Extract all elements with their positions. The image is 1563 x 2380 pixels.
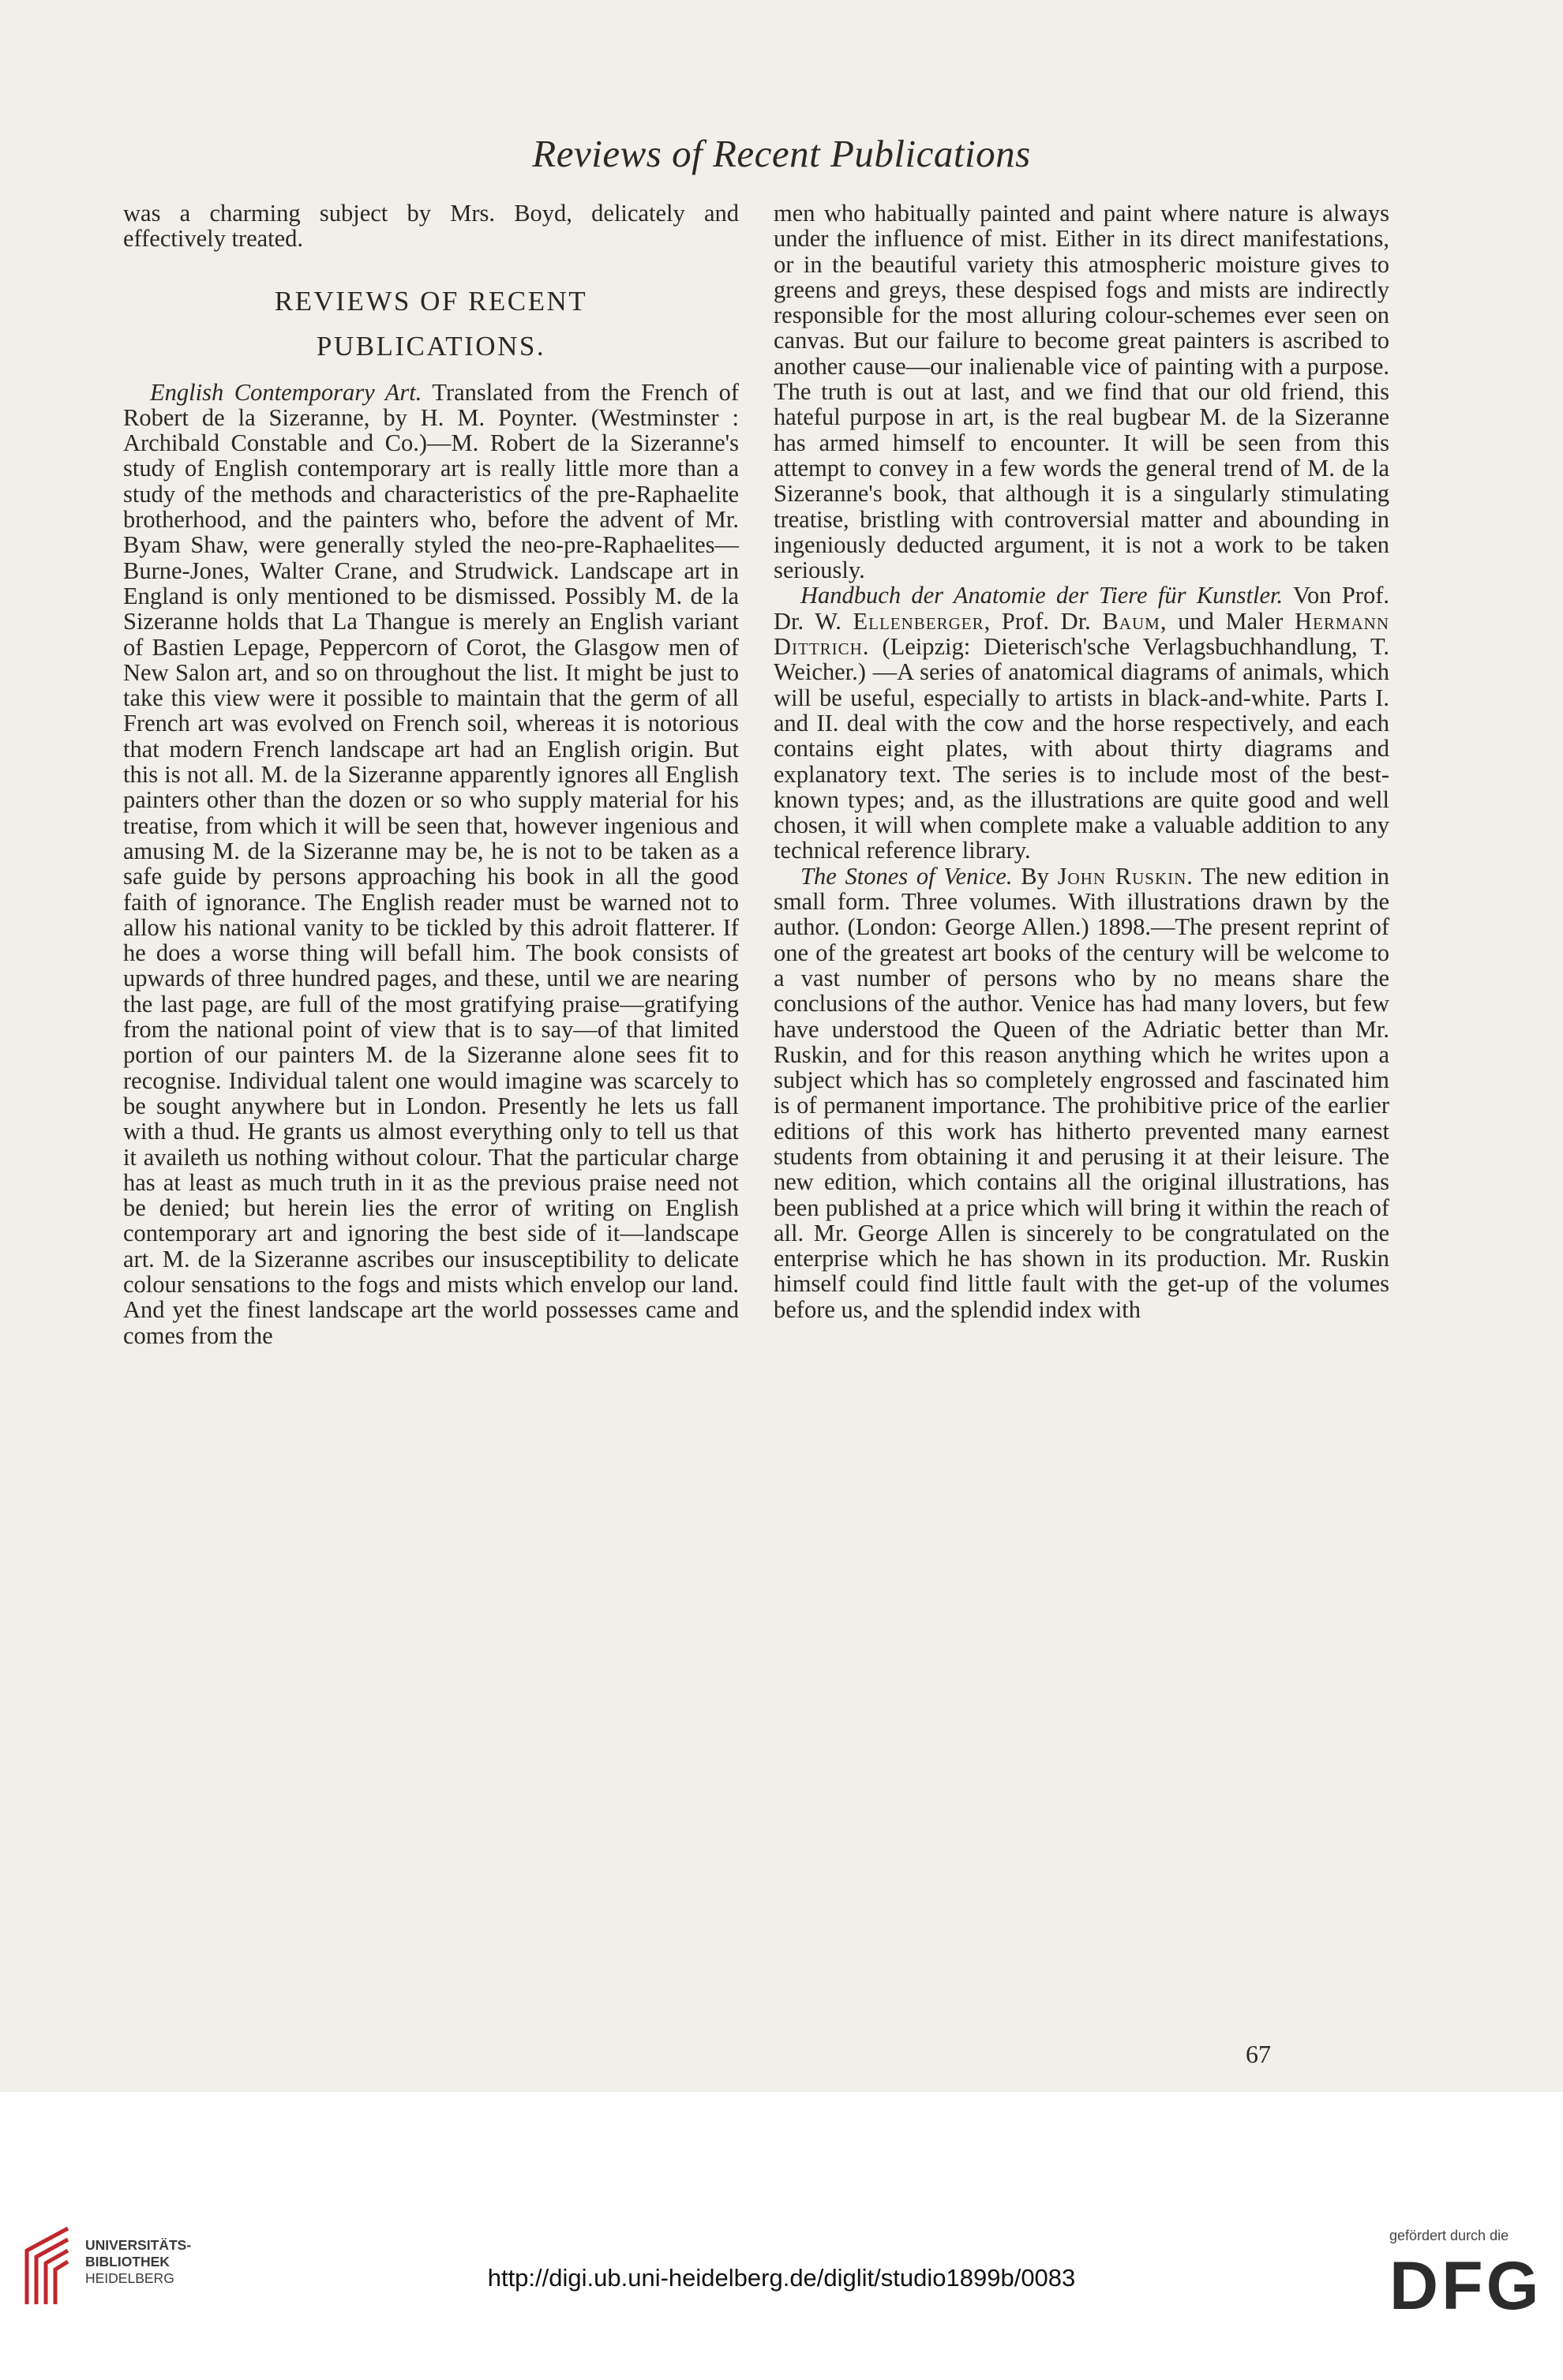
left-column bbox=[123, 201, 739, 1348]
author-name: Baum bbox=[1102, 607, 1160, 635]
review-body: Translated from the French of Robert de la Sizeranne, by H. M. Poynter. (Westminster : Archibald Constable and Co.)—M. Robert de la Sizeranne's study of English contemporary art is really little more than a study of the methods and characteristics of the pre-Raphaelite brotherhood, and the painters who, before the advent of Mr. Byam Shaw, were generally styled the neo-pre-Raphaelites—Burne-Jones, Walter Crane, and Strudwick. Landscape art in England is only mentioned to be dismissed. Possibly M. de la Sizeranne holds that La Thangue is merely an English variant of Bastien Lepage, Peppercorn of Corot, the Glasgow men of New Salon art, and so on throughout the list. It might be just to take this view were it possible to maintain that the germ of all French art was evolved on French soil, whereas it is notorious that modern French landscape art had an English origin. But this is not all. M. de la Sizeranne apparently ignores all English painters other than the dozen or so who supply material for his treatise, from which it will be seen that, however ingenious and amusing M. de la Sizeranne may be, he is not to be taken as a safe guide by persons approaching his book in all the good faith of ignorance. The English reader must be warned not to allow his national vanity to be tickled by this adroit flatterer. If he does a worse thing will befall him. The book consists of upwards of three hundred pages, and these, until we are nearing the last page, are full of the most gratifying praise—gratifying from the national point of view that is to say—of that limited portion of our painters M. de la Sizeranne alone sees fit to recognise. Individual talent one would imagine was scarcely to be sought anywhere but in London. Presently he lets us fall with a thud. He grants us almost everything only to tell us that it availeth us nothing without colour. That the particular charge has at least as much truth in it as the previous praise need not be denied; but herein lies the error of writing on English contemporary art and ignoring the best side of it—landscape art. M. de la Sizeranne ascribes our insusceptibility to delicate colour sensations to the fogs and mists which envelop our land. And yet the finest landscape art the world possesses came and comes from the bbox=[123, 378, 739, 1349]
author-name: John Ruskin bbox=[1057, 862, 1187, 890]
continuation-paragraph: men who habitually painted and paint where nature is always under the influence of mist. Either in its direct manifestations, or in the beautiful variety this atmospheric moisture gives to greens and greys, these despised fogs and mists are indirectly responsible for the most alluring colour-schemes ever seen on canvas. But our failure to become great painters is ascribed to another cause—our inalienable vice of painting with a purpose. The truth is out at last, and we find that our old friend, this hateful purpose in art, is the real bugbear M. de la Sizeranne has armed himself to encounter. It will be seen from this attempt to convey in a few words the general trend of M. de la Sizeranne's book, that although it is a singularly stimulating treatise, bristling with controversial matter and abounding in ingeniously deducted argument, it is not a work to be taken seriously. bbox=[774, 200, 1389, 584]
running-head: Reviews of Recent Publications bbox=[532, 132, 1031, 175]
review-text: Von Prof. Dr. W. bbox=[774, 582, 1389, 635]
dfg-logo bbox=[1389, 2254, 1547, 2317]
page-number: 67 bbox=[1246, 2040, 1271, 2068]
library-name-line: UNIVERSITÄTS- bbox=[85, 2237, 192, 2253]
review-english-contemporary-art bbox=[123, 380, 739, 1348]
library-name-line: HEIDELBERG bbox=[85, 2270, 174, 2286]
review-body: . The new edition in small form. Three volumes. With illustrations drawn by the author. (London: George Allen.) 1898.—The present reprint of one of the greatest art books of the century will be welcome to a vast number of persons who by no means share the conclusions of the author. Venice has had many lovers, but few have understood the Queen of the Adriatic better than Mr. Ruskin, and for this reason anything which he writes upon a subject which has so completely engrossed and fascinated him is of permanent importance. The prohibitive price of the earlier editions of this work has hitherto prevented many earnest students from obtaining it and perusing it at their leisure. The new edition, which contains all the original illustrations, has been published at a price which will bring it within the reach of all. Mr. George Allen is sincerely to be congratulated on the enterprise which he has shown in its production. Mr. Ruskin himself could find little fault with the get-up of the volumes before us, and the splendid index with bbox=[774, 862, 1389, 1323]
digitization-footer bbox=[0, 2092, 1563, 2380]
section-heading-line1: REVIEWS OF RECENT bbox=[274, 285, 588, 317]
review-text: By bbox=[1012, 862, 1058, 890]
library-name-line: BIBLIOTHEK bbox=[85, 2254, 170, 2269]
dfg-logo-text: DFG bbox=[1389, 2254, 1542, 2317]
review-text: , Prof. Dr. bbox=[984, 607, 1103, 635]
section-heading-line2: PUBLICATIONS. bbox=[316, 330, 546, 362]
review-title: Handbuch der Anatomie der Tiere für Kunstler. bbox=[800, 582, 1284, 609]
review-handbuch-anatomie bbox=[774, 583, 1389, 863]
review-text: , und Maler bbox=[1160, 607, 1295, 635]
review-stones-of-venice bbox=[774, 864, 1389, 1322]
review-title: The Stones of Venice. bbox=[800, 862, 1013, 890]
author-name: Ellenberger bbox=[853, 607, 984, 635]
author-name: Hermann Dittrich bbox=[774, 607, 1390, 661]
permalink[interactable]: http://digi.ub.uni-heidelberg.de/diglit/studio1899b/0083 bbox=[487, 2264, 1076, 2292]
review-title: English Contemporary Art. bbox=[150, 378, 422, 406]
section-heading bbox=[123, 279, 739, 369]
review-body: . (Leipzig: Dieterisch'sche Verlagsbuchhandlung, T. Weicher.) —A series of anatomical diagrams of animals, which will be useful, especially to artists in black-and-white. Parts I. and II. deal with the cow and the horse respectively, and each contains eight plates, with about thirty diagrams and explanatory text. The series is to include most of the best-known types; and, as the illustrations are quite good and well chosen, it will when complete make a valuable addition to any technical reference library. bbox=[774, 633, 1389, 864]
continuation-paragraph: was a charming subject by Mrs. Boyd, delicately and effectively treated. bbox=[123, 200, 739, 253]
funding-note: gefördert durch die bbox=[1389, 2228, 1509, 2243]
right-column bbox=[774, 201, 1389, 1322]
